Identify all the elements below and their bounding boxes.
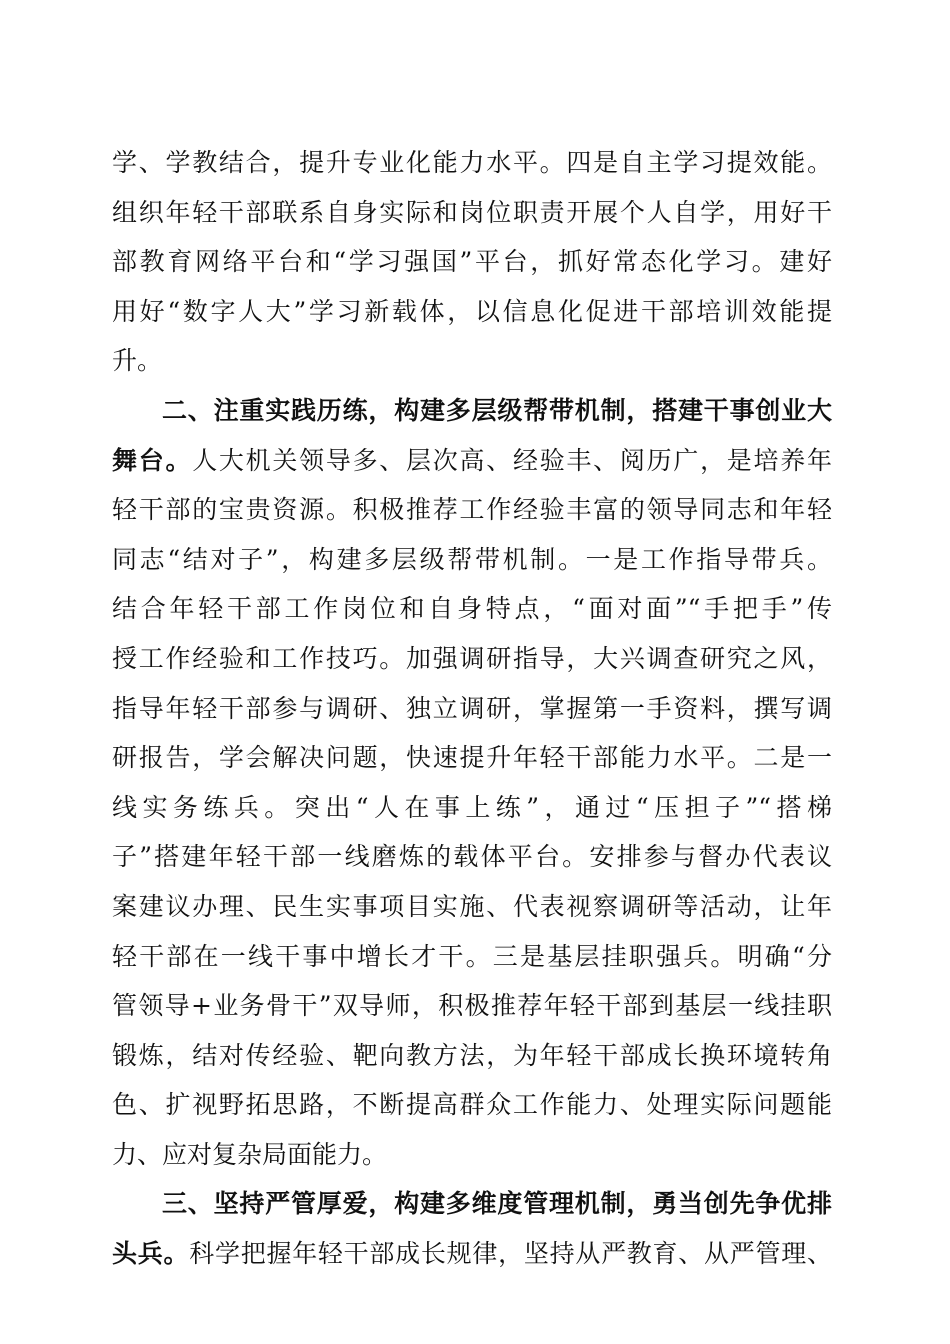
paragraph-text: 组织年轻干部联系自身实际和岗位职责开展个人自学，用好干 (112, 197, 832, 227)
paragraph-text: 管领导+业务骨干”双导师，积极推荐年轻干部到基层一线挂职 (112, 991, 832, 1021)
paragraph-text: 指导年轻干部参与调研、独立调研，掌握第一手资料，撰写调 (112, 693, 832, 723)
text-line (112, 535, 832, 585)
paragraph-text: 同志“结对子”，构建多层级帮带机制。一是工作指导带兵。 (112, 544, 832, 574)
paragraph-text: 力、应对复杂局面能力。 (112, 1139, 388, 1169)
text-line (112, 684, 832, 734)
paragraph-text: 子”搭建年轻干部一线磨炼的载体平台。安排参与督办代表议 (112, 842, 832, 872)
text-line (112, 1031, 832, 1081)
paragraph-text: 人大机关领导多、层次高、经验丰、阅历广，是培养年 (192, 445, 832, 475)
text-line (112, 584, 832, 634)
section-heading: 头兵。 (112, 1239, 190, 1269)
text-line (112, 485, 832, 535)
section-heading: 二、注重实践历练，构建多层级帮带机制，搭建干事创业大 (162, 395, 832, 425)
text-line (112, 882, 832, 932)
section-heading: 三、坚持严管厚爱，构建多维度管理机制，勇当创先争优排 (162, 1189, 832, 1219)
text-line (112, 932, 832, 982)
paragraph-text: 轻干部在一线干事中增长才干。三是基层挂职强兵。明确“分 (112, 941, 832, 971)
text-line (112, 634, 832, 684)
paragraph-text: 部教育网络平台和“学习强国”平台，抓好常态化学习。建好 (112, 247, 832, 277)
text-line (112, 237, 832, 287)
paragraph-text: 轻干部的宝贵资源。积极推荐工作经验丰富的领导同志和年轻 (112, 495, 832, 525)
text-line (112, 287, 832, 337)
text-line (112, 138, 832, 188)
text-line (112, 336, 832, 386)
paragraph-text: 升。 (112, 346, 163, 376)
text-line (112, 783, 832, 833)
paragraph-text: 科学把握年轻干部成长规律，坚持从严教育、从严管理、 (189, 1239, 832, 1269)
paragraph-text: 授工作经验和工作技巧。加强调研指导，大兴调查研究之风， (112, 643, 832, 673)
section-heading: 舞台。 (112, 445, 193, 475)
text-line (112, 1179, 832, 1229)
text-line (112, 436, 832, 486)
text-line (112, 981, 832, 1031)
paragraph-text: 线实务练兵。突出“人在事上练”，通过“压担子”“搭梯 (112, 792, 832, 822)
text-line (112, 1229, 832, 1279)
text-line (112, 188, 832, 238)
document-body (112, 138, 832, 1279)
text-line (112, 832, 832, 882)
text-line (112, 1130, 832, 1180)
paragraph-text: 色、扩视野拓思路，不断提高群众工作能力、处理实际问题能 (112, 1090, 832, 1120)
paragraph-text: 结合年轻干部工作岗位和自身特点，“面对面”“手把手”传 (112, 594, 832, 624)
paragraph-text: 用好“数字人大”学习新载体，以信息化促进干部培训效能提 (112, 296, 832, 326)
paragraph-text: 研报告，学会解决问题，快速提升年轻干部能力水平。二是一 (112, 743, 832, 773)
text-line (112, 386, 832, 436)
text-line (112, 733, 832, 783)
paragraph-text: 案建议办理、民生实事项目实施、代表视察调研等活动，让年 (112, 891, 832, 921)
paragraph-text: 学、学教结合，提升专业化能力水平。四是自主学习提效能。 (112, 148, 832, 177)
paragraph-text: 锻炼，结对传经验、靶向教方法，为年轻干部成长换环境转角 (112, 1040, 832, 1070)
text-line (112, 1080, 832, 1130)
